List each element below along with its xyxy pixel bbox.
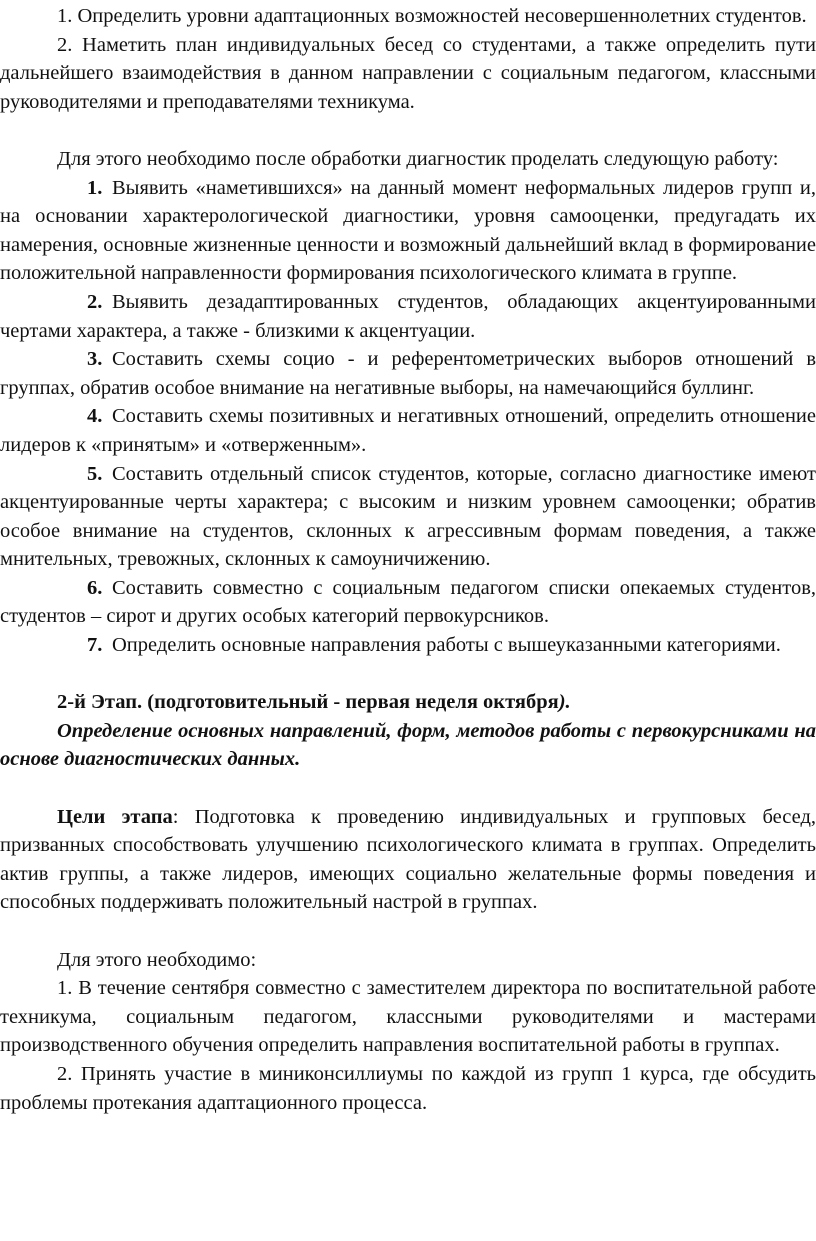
needed-item-1: 1. В течение сентября совместно с заместителем директора по воспитательной работе техникума, социальным педагогом, классными руководителями и мастерами производственного обучения определить направления воспитательной работы в группах. (0, 977, 816, 1057)
work-item-text: Составить схемы позитивных и негативных отношений, определить отношение лидеров к «принятым» и «отверженным». (0, 405, 816, 456)
work-item-7 (0, 631, 816, 660)
work-intro: Для этого необходимо после обработки диагностик проделать следующую работу: (57, 147, 779, 170)
work-item-text: Составить совместно с социальным педагогом списки опекаемых студентов, студентов – сирот и других особых категорий первокурсников. (0, 576, 816, 628)
intro-item-1: 1. Определить уровни адаптационных возможностей несовершеннолетних студентов. (57, 5, 807, 27)
work-item-text: Составить схемы социо - и референтометрических выборов отношений в группах, обратив особое внимание на негативные выборы, на намечающийся буллинг. (0, 348, 816, 399)
work-item-6 (0, 574, 816, 631)
work-item-number: 2. (87, 290, 103, 313)
work-item-5 (0, 460, 816, 574)
work-item-number: 4. (87, 405, 103, 428)
work-item-4 (0, 402, 816, 459)
goals-label: Цели этапа (57, 805, 173, 828)
work-item-text: Выявить дезадаптированных студентов, обладающих акцентуированными чертами характера, а также - близкими к акцентуации. (0, 290, 816, 342)
goals-paragraph (0, 803, 816, 917)
spacer (0, 116, 816, 145)
stage-subheading: Определение основных направлений, форм, методов работы с первокурсниками на основе диагностических данных. (0, 719, 816, 771)
work-item-number: 7. (87, 634, 103, 657)
work-item-number: 6. (87, 576, 103, 599)
work-item-number: 3. (87, 348, 103, 371)
work-item-text: Выявить «наметившихся» на данный момент неформальных лидеров групп и, на основании характерологической диагностики, уровня самооценки, предугадать их намерения, основные жизненные ценности и возможный дальнейший вклад в формирование положительной направленности формирования психологического климата в группе. (0, 176, 816, 285)
intro-item-2: 2. Наметить план индивидуальных бесед со студентами, а также определить пути дальнейшего взаимодействия в данном направлении с социальным педагогом, классными руководителями и преподавателями техникума. (0, 33, 816, 113)
spacer (0, 774, 816, 803)
work-item-number: 1. (87, 176, 103, 199)
stage-heading-text: 2-й Этап. (подготовительный - первая неделя октября (57, 691, 559, 714)
goals-text: : Подготовка к проведению индивидуальных и групповых бесед, призванных способствовать улучшению психологического климата в группах. Определить актив группы, а также лидеров, имеющих социально желательные формы поведения и способных поддерживать положительный настрой в группах. (0, 805, 816, 914)
spacer (0, 660, 816, 689)
work-item-text: Определить основные направления работы с вышеуказанными категориями. (112, 634, 781, 657)
work-item-text: Составить отдельный список студентов, которые, согласно диагностике имеют акцентуированные черты характера; с высоким и низким уровнем самооценки; обратив особое внимание на студентов, склонных к агрессивным формам поведения, а также мнительных, тревожных, склонных к самоуничижению. (0, 462, 816, 571)
work-item-2 (0, 288, 816, 345)
stage-heading-tail: ). (558, 691, 571, 714)
work-item-1 (0, 174, 816, 288)
work-item-number: 5. (87, 462, 103, 485)
needed-intro: Для этого необходимо: (57, 948, 257, 971)
work-item-3 (0, 345, 816, 402)
spacer (0, 917, 816, 946)
needed-item-2: 2. Принять участие в миниконсиллиумы по каждой из групп 1 курса, где обсудить проблемы протекания адаптационного процесса. (0, 1062, 816, 1114)
stage-heading (0, 688, 816, 717)
